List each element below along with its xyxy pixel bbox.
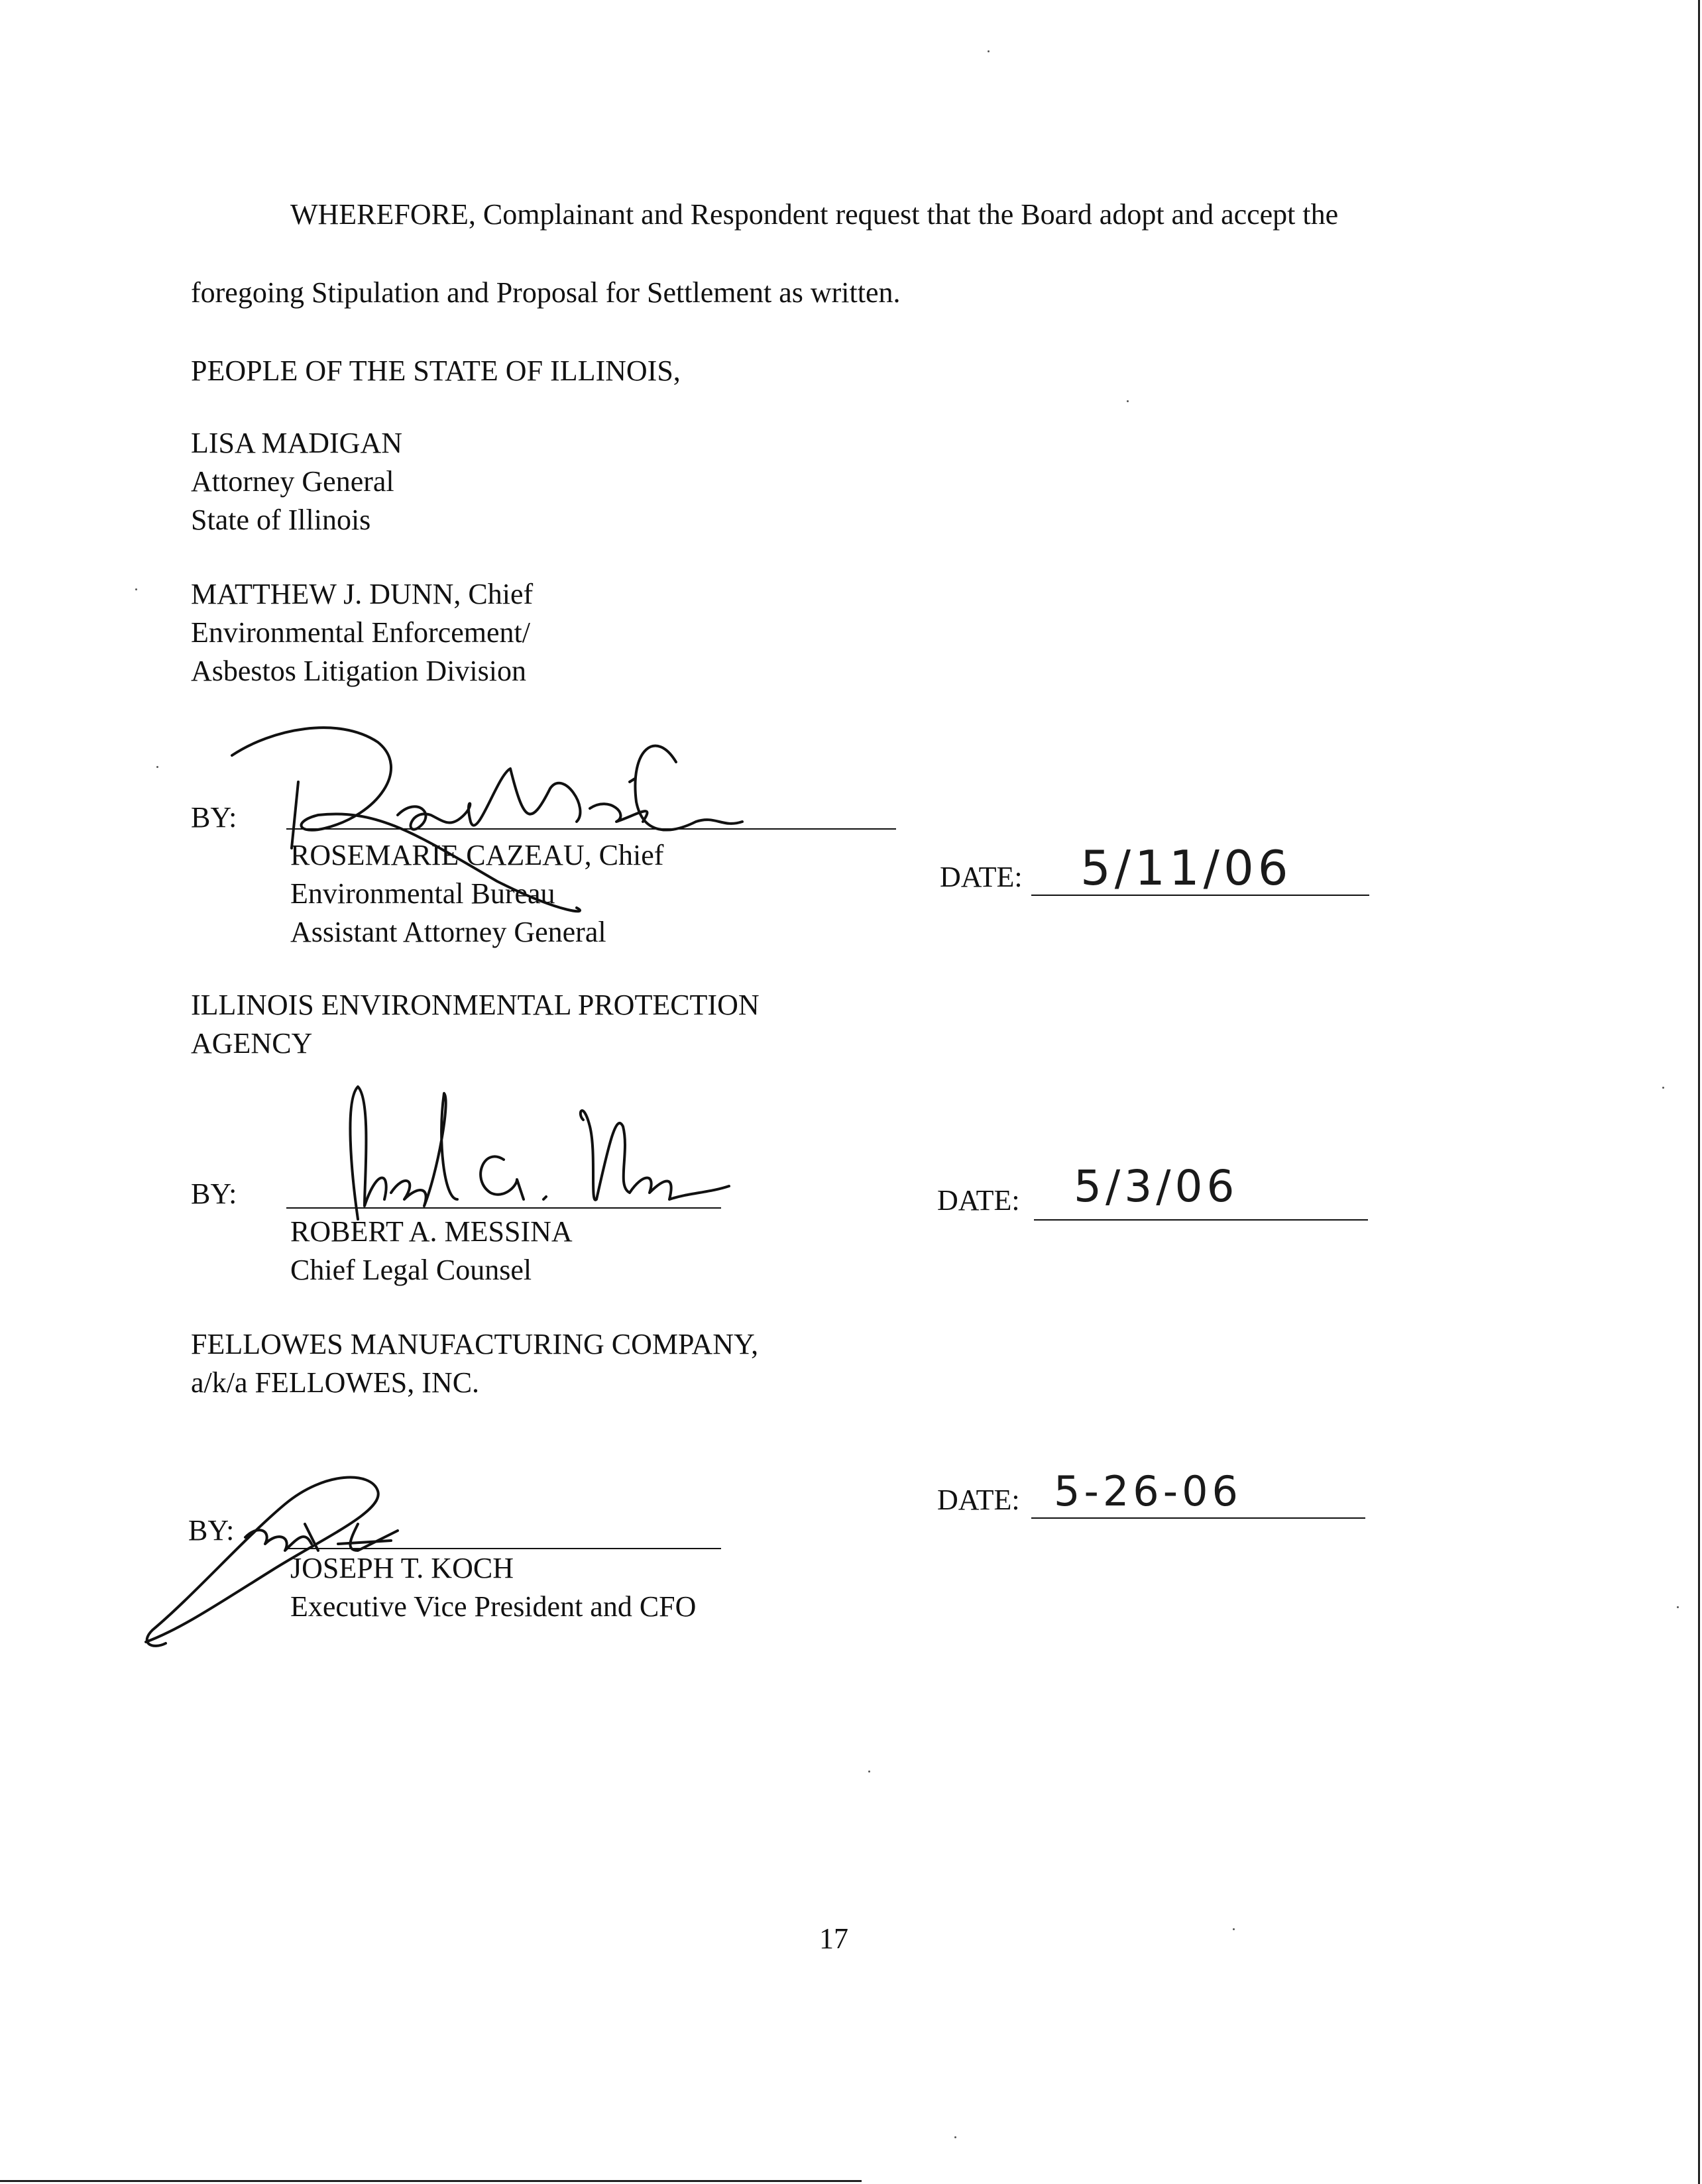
date-value-2: 5/3/06 <box>1074 1161 1239 1212</box>
date-line-2 <box>1034 1219 1368 1221</box>
ag-name: LISA MADIGAN <box>191 427 402 459</box>
signatory-1-title-1: Environmental Bureau <box>290 877 555 910</box>
signatory-2-title-1: Chief Legal Counsel <box>290 1254 532 1286</box>
by-label-3: BY: <box>188 1514 235 1547</box>
division-chief-block <box>191 575 533 690</box>
date-value-1: 5/11/06 <box>1080 840 1292 896</box>
company-line-2: a/k/a FELLOWES, INC. <box>191 1366 480 1399</box>
by-label-1: BY: <box>191 801 237 834</box>
date-label-2: DATE: <box>937 1184 1020 1217</box>
agency-line-2: AGENCY <box>191 1027 313 1060</box>
chief-division-1: Environmental Enforcement/ <box>191 616 530 649</box>
scan-border-bottom <box>0 2180 862 2182</box>
agency-block <box>191 986 760 1063</box>
intro-line-1: WHEREFORE, Complainant and Respondent request that the Board adopt and accept the <box>290 198 1339 231</box>
by-label-2: BY: <box>191 1177 237 1210</box>
scan-speck <box>988 50 990 52</box>
page-number: 17 <box>819 1922 848 1955</box>
signatory-3-name: JOSEPH T. KOCH <box>290 1552 514 1584</box>
scan-speck <box>135 588 137 590</box>
signatory-3-block <box>290 1549 696 1626</box>
signatory-1-title-2: Assistant Attorney General <box>290 916 606 948</box>
signatory-2-name: ROBERT A. MESSINA <box>290 1215 573 1248</box>
intro-line-2: foregoing Stipulation and Proposal for Settlement as written. <box>191 276 901 309</box>
scan-speck <box>1662 1087 1664 1089</box>
date-value-3: 5-26-06 <box>1054 1467 1242 1515</box>
signatory-2-block <box>290 1213 573 1289</box>
scan-speck <box>1233 1928 1235 1930</box>
agency-line-1: ILLINOIS ENVIRONMENTAL PROTECTION <box>191 989 760 1021</box>
scan-speck <box>1677 1606 1679 1608</box>
signatory-1-block <box>290 836 663 952</box>
company-block <box>191 1325 758 1402</box>
people-heading: PEOPLE OF THE STATE OF ILLINOIS, <box>191 355 681 387</box>
signatory-1-name: ROSEMARIE CAZEAU, Chief <box>290 839 664 871</box>
chief-division-2: Asbestos Litigation Division <box>191 655 526 687</box>
company-line-1: FELLOWES MANUFACTURING COMPANY, <box>191 1328 759 1360</box>
scan-border-right <box>1698 0 1700 2184</box>
signatory-3-title-1: Executive Vice President and CFO <box>290 1590 697 1623</box>
date-line-3 <box>1031 1517 1365 1519</box>
scan-speck <box>868 1771 870 1773</box>
date-label-3: DATE: <box>937 1484 1020 1516</box>
attorney-general-block <box>191 424 402 539</box>
scan-speck <box>156 766 158 768</box>
date-label-1: DATE: <box>940 861 1023 893</box>
chief-name: MATTHEW J. DUNN, Chief <box>191 578 534 610</box>
scan-speck <box>1127 400 1129 402</box>
ag-title: Attorney General <box>191 465 394 498</box>
scan-speck <box>954 2136 956 2138</box>
ag-state: State of Illinois <box>191 504 371 536</box>
